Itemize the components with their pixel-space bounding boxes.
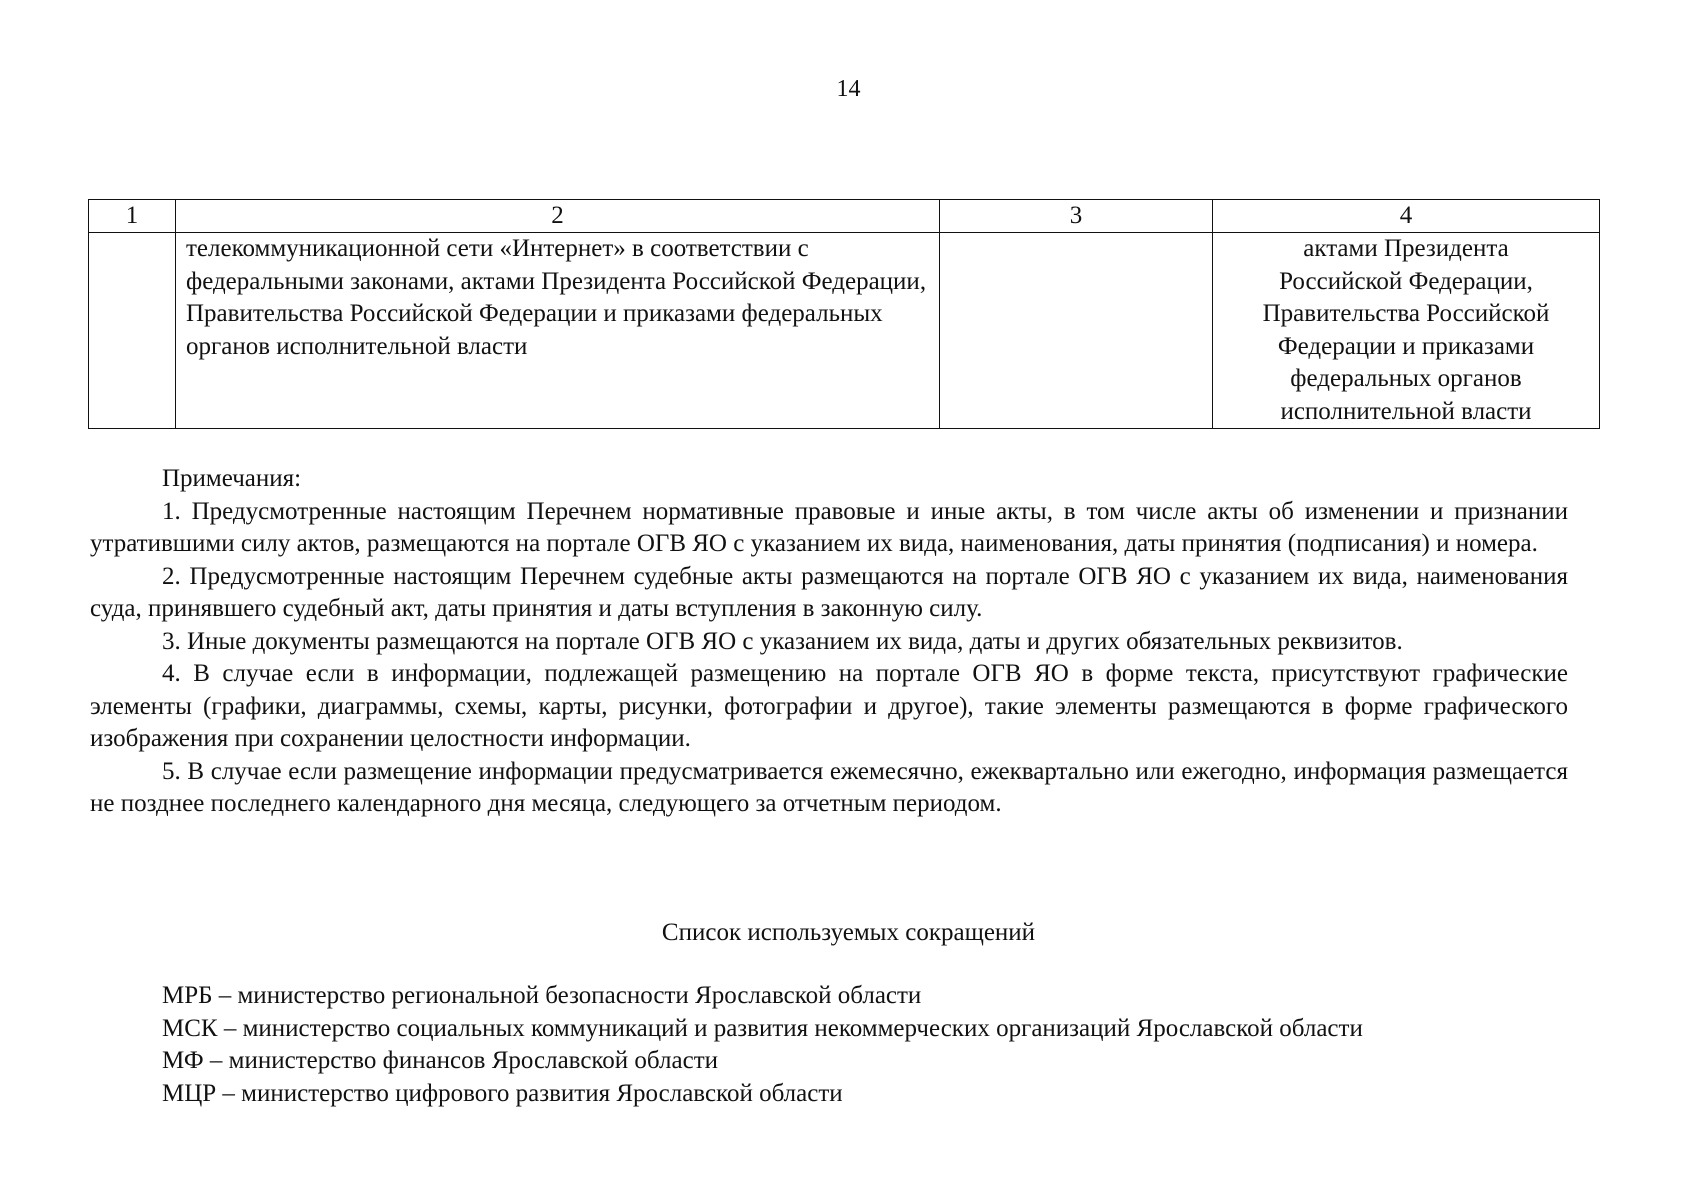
main-table [88,199,1600,429]
note-item: 3. Иные документы размещаются на портале ОГВ ЯО с указанием их вида, даты и других обязательных реквизитов. [162,627,1403,655]
table-cell-basis-line: Правительства Российской [1262,300,1550,327]
abbreviations-heading: Список используемых сокращений [661,919,1036,946]
table-header-cell: 1 [89,200,176,233]
table-cell-basis-line: актами Президента [1303,235,1509,262]
page-number: 14 [836,76,861,102]
note-item: 5. В случае если размещение информации предусматривается ежемесячно, ежеквартально или ежегодно, информация размещается не позднее последнего календарного дня месяца, следующего за отчетным периодом. [90,757,1568,817]
notes-title: Примечания: [162,465,302,492]
notes-section [90,463,1568,821]
note-item: 2. Предусмотренные настоящим Перечнем судебные акты размещаются на портале ОГВ ЯО с указанием их вида, наименования суда, принявшего судебный акт, даты принятия и даты вступления в законную силу. [90,562,1568,622]
abbreviation-item: МРБ – министерство региональной безопасности Ярославской области [162,982,922,1009]
note-item: 4. В случае если в информации, подлежащей размещению на портале ОГВ ЯО в форме текста, присутствуют графические элементы (графики, диаграммы, схемы, карты, рисунки, фотографии и другое), такие элементы размещаются в форме графического изображения при сохранении целостности информации. [90,660,1568,752]
table-cell-number [89,233,176,429]
table-header-cell: 4 [1213,200,1600,233]
table-cell-description: телекоммуникационной сети «Интернет» в соответствии с федеральными законами, актами Президента Российской Федерации, Правительства Российской Федерации и приказами федеральных органов исполнительной власти [176,233,940,429]
abbreviation-item: МФ – министерство финансов Ярославской области [162,1047,719,1074]
table-header-cell: 3 [940,200,1213,233]
table-cell-basis-line: Российской Федерации, [1279,267,1533,295]
table-cell-basis-line: исполнительной власти [1280,397,1532,425]
abbreviation-item: МЦР – министерство цифрового развития Ярославской области [162,1079,843,1107]
abbreviations-list [162,980,1662,1110]
table-cell-basis [1213,233,1600,429]
abbreviation-item: МСК – министерство социальных коммуникаций и развития некоммерческих организаций Ярославской области [162,1014,1363,1042]
table-row [89,233,1600,429]
table-cell-basis-line: федеральных органов [1290,365,1522,392]
table-header-row [89,200,1600,233]
table-cell-deadline [940,233,1213,429]
note-item: 1. Предусмотренные настоящим Перечнем нормативные правовые и иные акты, в том числе акты об изменении и признании утратившими силу актов, размещаются на портале ОГВ ЯО с указанием их вида, наименования, даты принятия (подписания) и номера. [90,497,1568,557]
table-cell-basis-line: Федерации и приказами [1277,332,1535,360]
table-header-cell: 2 [176,200,940,233]
